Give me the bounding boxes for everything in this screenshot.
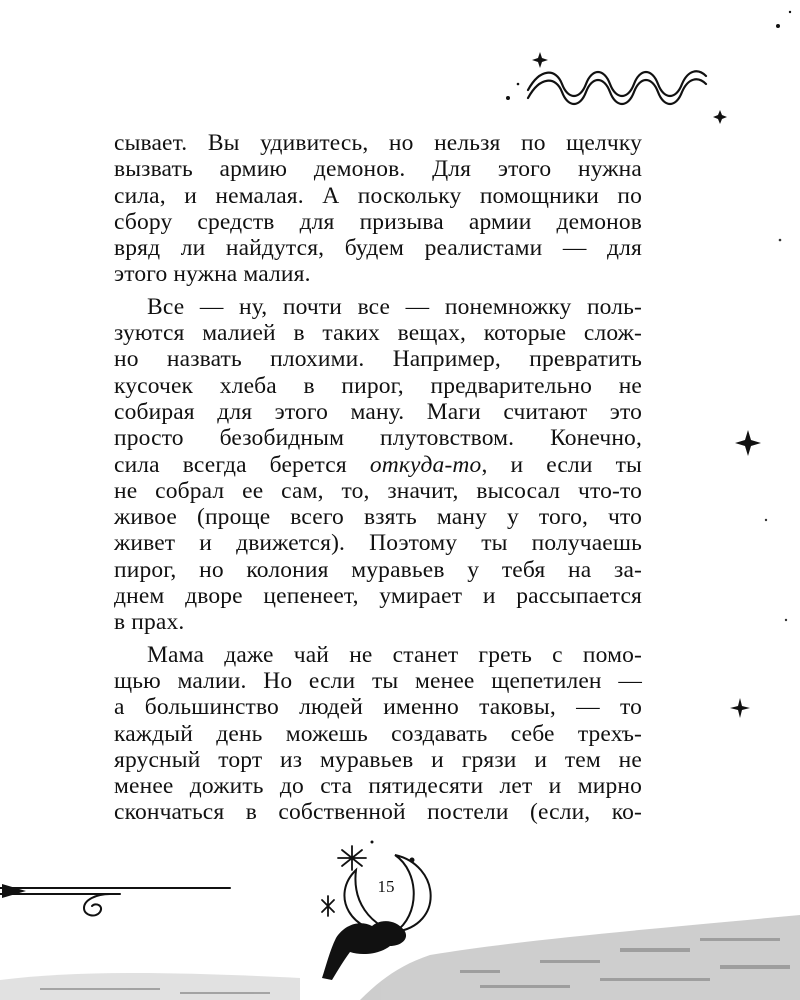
text-line: этого нужна малия. bbox=[114, 261, 311, 288]
text-line: сывает. Вы удивитесь, но нельзя по щелчку bbox=[114, 130, 642, 156]
text-line: щью малии. Но если ты менее щепетилен — bbox=[114, 667, 642, 694]
text-line: зуются малией в таких вещах, которые слож- bbox=[114, 320, 642, 347]
paragraph-2 bbox=[114, 294, 642, 636]
text-line: живет и движется). Поэтому ты получаешь bbox=[114, 530, 642, 557]
text-line: Все — ну, почти все — понемножку поль- bbox=[147, 293, 642, 320]
paragraph-3 bbox=[114, 642, 642, 826]
text-line: не собрал ее сам, то, значит, высосал что-то bbox=[114, 477, 642, 504]
crescent-moon-hand-icon bbox=[0, 820, 800, 1000]
text-line: Мама даже чай не станет греть с помо- bbox=[147, 641, 642, 668]
text-line: собирая для этого ману. Маги считают это bbox=[114, 398, 642, 425]
page-number: 15 bbox=[377, 877, 395, 896]
text-line: сбору средств для призыва армии демонов bbox=[114, 208, 642, 235]
text-line: живое (проще всего взять ману у того, что bbox=[114, 504, 642, 531]
text-segment: , и если ты bbox=[481, 451, 642, 478]
text-line: просто безобидным плутовством. Конечно, bbox=[114, 425, 642, 452]
body-text bbox=[114, 130, 642, 826]
text-segment: сила всегда берется bbox=[114, 451, 347, 478]
wavy-snake-ornament-icon bbox=[500, 40, 740, 130]
text-line-with-italic bbox=[114, 452, 642, 478]
text-line: менее дожить до ста пятидесяти лет и мирно bbox=[114, 773, 642, 800]
italic-word: откуда-то bbox=[369, 451, 482, 478]
paragraph-1 bbox=[114, 130, 642, 288]
text-line: в прах. bbox=[114, 609, 185, 636]
text-line: днем дворе цепенеет, умирает и рассыпается bbox=[114, 583, 642, 610]
text-line: вряд ли найдутся, будем реалистами — для bbox=[114, 235, 642, 262]
text-line: каждый день можешь создавать себе трехъ- bbox=[114, 720, 642, 747]
star-scatter-icon bbox=[730, 0, 800, 820]
text-line: ярусный торт из муравьев и грязи и тем не bbox=[114, 746, 642, 773]
text-line: кусочек хлеба в пирог, предварительно не bbox=[114, 372, 642, 399]
text-line: сила, и немалая. А поскольку помощники по bbox=[114, 182, 642, 209]
text-line: скончаться в собственной постели (если, ко- bbox=[114, 799, 642, 826]
text-line: вызвать армию демонов. Для этого нужна bbox=[114, 156, 642, 183]
text-line: а большинство людей именно таковы, — то bbox=[114, 694, 642, 721]
text-line: пирог, но колония муравьев у тебя на за- bbox=[114, 556, 642, 583]
text-line: но назвать плохими. Например, превратить bbox=[114, 346, 642, 373]
